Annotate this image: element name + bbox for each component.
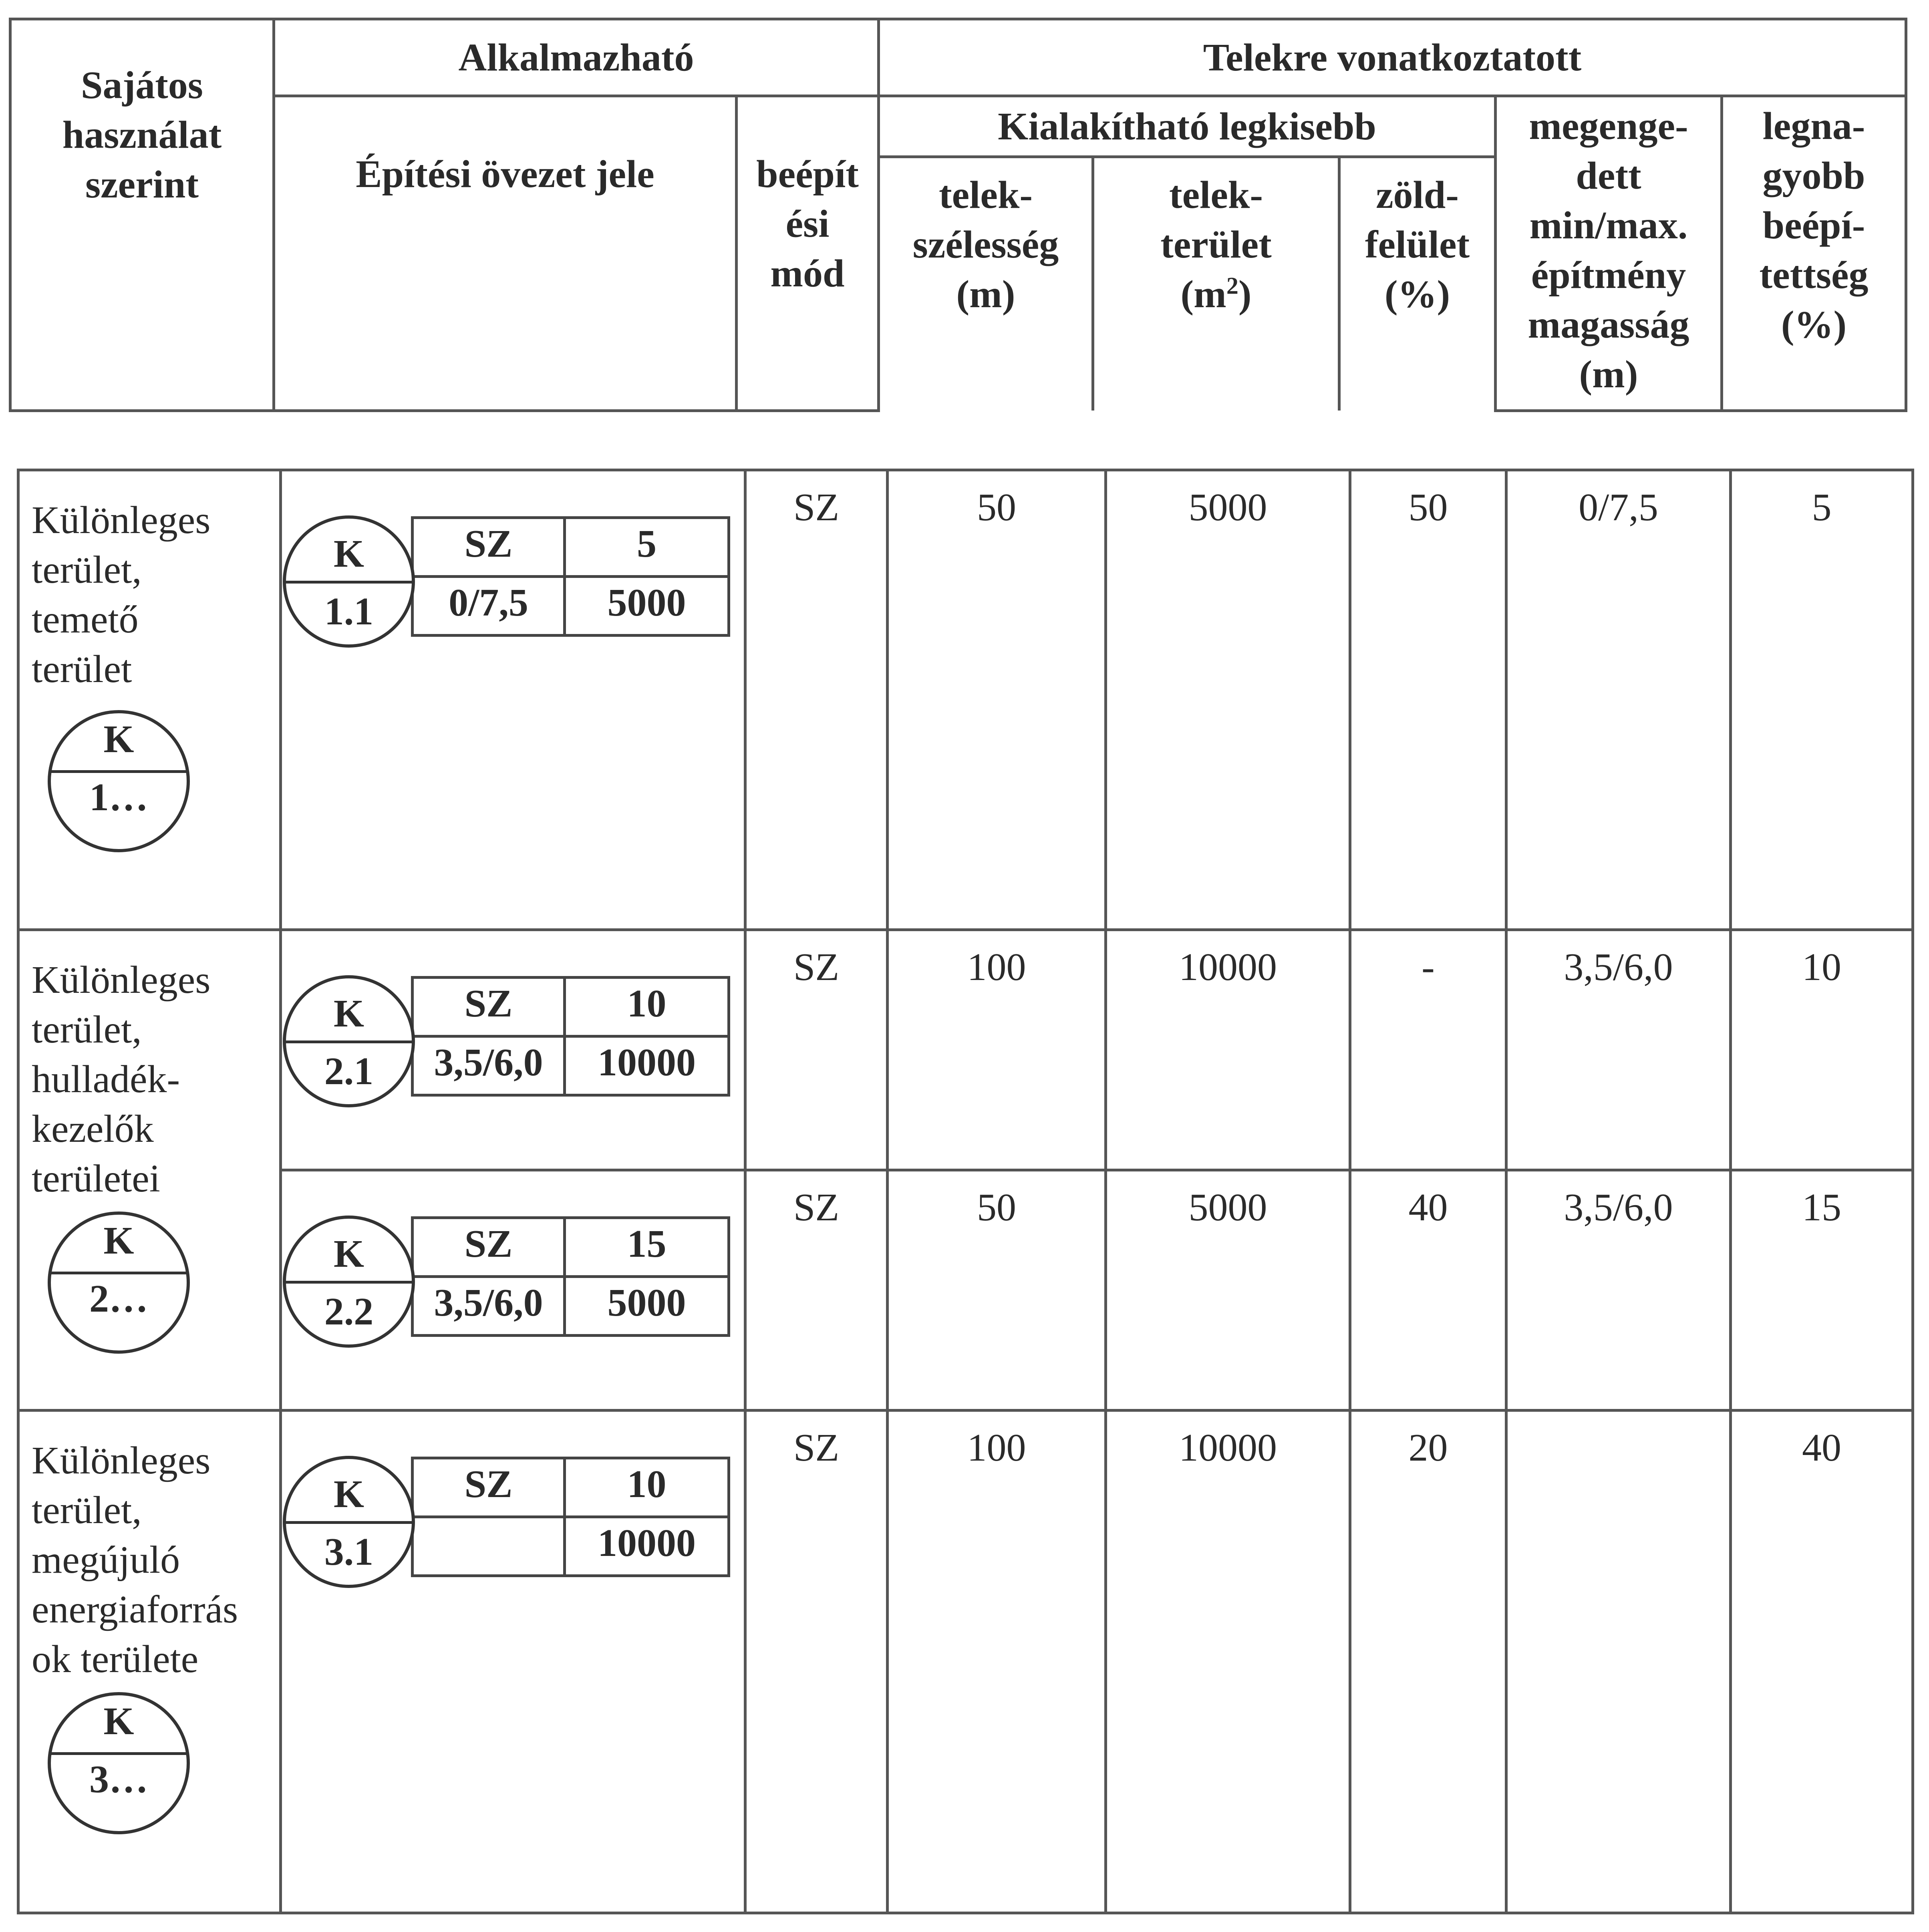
cell-terulet: 10000 xyxy=(1106,930,1350,1170)
zone-circle-sub: 2… xyxy=(89,1277,148,1320)
cell-szelesseg: 100 xyxy=(888,930,1106,1170)
header-telekterulet-close: ) xyxy=(1238,273,1252,316)
zone-sign-circle-icon xyxy=(283,515,415,648)
cell-terulet: 10000 xyxy=(1106,1411,1350,1913)
sign-pct: 10 xyxy=(565,1458,729,1517)
zone-sign xyxy=(283,515,743,652)
sign-mod: SZ xyxy=(413,1218,565,1277)
zone-sign-cell xyxy=(281,470,745,930)
table-row xyxy=(18,1411,1913,1913)
zone-sign-cell xyxy=(281,1411,745,1913)
cell-szelesseg: 50 xyxy=(888,1170,1106,1411)
sign-box xyxy=(411,1216,730,1337)
sign-pct: 5 xyxy=(565,518,729,577)
header-telekterulet xyxy=(1093,157,1339,411)
table-row xyxy=(18,1170,1913,1411)
header-table xyxy=(9,18,1907,412)
header-zoldfelulet: zöld- felület (%) xyxy=(1339,157,1496,411)
sign-height: 3,5/6,0 xyxy=(413,1036,565,1095)
use-label: Különleges terület, temető terület xyxy=(32,499,211,691)
sign-box xyxy=(411,1457,730,1577)
header-kialakithato: Kialakítható legkisebb xyxy=(879,96,1496,157)
use-cell-1 xyxy=(18,470,281,930)
sign-box xyxy=(411,976,730,1097)
use-cell-3 xyxy=(18,1411,281,1913)
cell-beepitettseg: 5 xyxy=(1731,470,1913,930)
cell-terulet: 5000 xyxy=(1106,1170,1350,1411)
zone-circle-letter: K xyxy=(103,718,134,761)
cell-zold: 50 xyxy=(1350,470,1506,930)
cell-szelesseg: 50 xyxy=(888,470,1106,930)
zone-sign-circle-icon xyxy=(283,1216,415,1348)
sign-letter: K xyxy=(333,992,364,1035)
table-row xyxy=(18,930,1913,1170)
cell-magassag: 3,5/6,0 xyxy=(1506,930,1731,1170)
header-beepitesi-mod: beépít ési mód xyxy=(737,96,879,411)
cell-beepitesi-mod: SZ xyxy=(745,470,888,930)
sign-area: 5000 xyxy=(565,577,729,636)
cell-zold: 20 xyxy=(1350,1411,1506,1913)
zone-sign-circle-icon xyxy=(283,1456,415,1588)
cell-magassag xyxy=(1506,1411,1731,1913)
cell-terulet: 5000 xyxy=(1106,470,1350,930)
zone-circle-sub: 1… xyxy=(89,776,148,819)
sign-letter: K xyxy=(333,1232,364,1276)
cell-beepitettseg: 15 xyxy=(1731,1170,1913,1411)
cell-zold: 40 xyxy=(1350,1170,1506,1411)
header-telekszelesseg: telek- szélesség (m) xyxy=(879,157,1093,411)
sign-code: 2.2 xyxy=(324,1290,374,1333)
zone-circle-letter: K xyxy=(103,1700,134,1743)
sign-mod: SZ xyxy=(413,978,565,1036)
cell-beepitesi-mod: SZ xyxy=(745,1411,888,1913)
header-magassag: megenge- dett min/max. építmény magasság (m) xyxy=(1496,96,1722,411)
zone-sign xyxy=(283,975,743,1111)
sign-code: 1.1 xyxy=(324,590,374,633)
zone-circle-icon xyxy=(48,1212,190,1354)
table-row xyxy=(18,470,1913,930)
header-epitesi-ovezet-jele: Építési övezet jele xyxy=(274,96,737,411)
zone-circle-icon xyxy=(48,1692,190,1834)
sign-area: 10000 xyxy=(565,1036,729,1095)
header-alkalmazhato: Alkalmazható xyxy=(274,19,879,96)
zone-sign xyxy=(283,1216,743,1352)
sign-height: 3,5/6,0 xyxy=(413,1277,565,1336)
zone-sign-cell xyxy=(281,930,745,1170)
sign-letter: K xyxy=(333,532,364,576)
sign-area: 5000 xyxy=(565,1277,729,1336)
zone-sign-cell xyxy=(281,1170,745,1411)
sign-mod: SZ xyxy=(413,1458,565,1517)
cell-beepitesi-mod: SZ xyxy=(745,1170,888,1411)
header-telekterulet-sup: 2 xyxy=(1226,272,1238,299)
sign-height: 0/7,5 xyxy=(413,577,565,636)
sign-mod: SZ xyxy=(413,518,565,577)
sign-code: 3.1 xyxy=(324,1530,374,1574)
zone-sign-circle-icon xyxy=(283,975,415,1107)
cell-beepitesi-mod: SZ xyxy=(745,930,888,1170)
sign-pct: 10 xyxy=(565,978,729,1036)
zone-circle-sub: 3… xyxy=(89,1758,148,1801)
sign-height xyxy=(413,1517,565,1576)
sign-letter: K xyxy=(333,1473,364,1516)
cell-zold: - xyxy=(1350,930,1506,1170)
cell-szelesseg: 100 xyxy=(888,1411,1106,1913)
header-beepitettseg: legna- gyobb beépí- tettség (%) xyxy=(1722,96,1906,411)
sign-code: 2.1 xyxy=(324,1050,374,1093)
use-label: Különleges terület, megújuló energiaforrás ok területe xyxy=(32,1439,238,1681)
cell-beepitettseg: 10 xyxy=(1731,930,1913,1170)
body-table xyxy=(17,469,1914,1914)
header-sajatos: Sajátos használat szerint xyxy=(10,19,274,411)
header-telekterulet-text: telek- terület (m xyxy=(1160,173,1272,316)
sign-pct: 15 xyxy=(565,1218,729,1277)
cell-magassag: 3,5/6,0 xyxy=(1506,1170,1731,1411)
cell-magassag: 0/7,5 xyxy=(1506,470,1731,930)
zone-circle-icon xyxy=(48,710,190,852)
use-label: Különleges terület, hulladék- kezelők területei xyxy=(32,958,211,1200)
cell-beepitettseg: 40 xyxy=(1731,1411,1913,1913)
header-telekre: Telekre vonatkoztatott xyxy=(879,19,1906,96)
sign-box xyxy=(411,516,730,637)
use-cell-2 xyxy=(18,930,281,1411)
zone-sign xyxy=(283,1456,743,1592)
sign-area: 10000 xyxy=(565,1517,729,1576)
zone-circle-letter: K xyxy=(103,1219,134,1262)
